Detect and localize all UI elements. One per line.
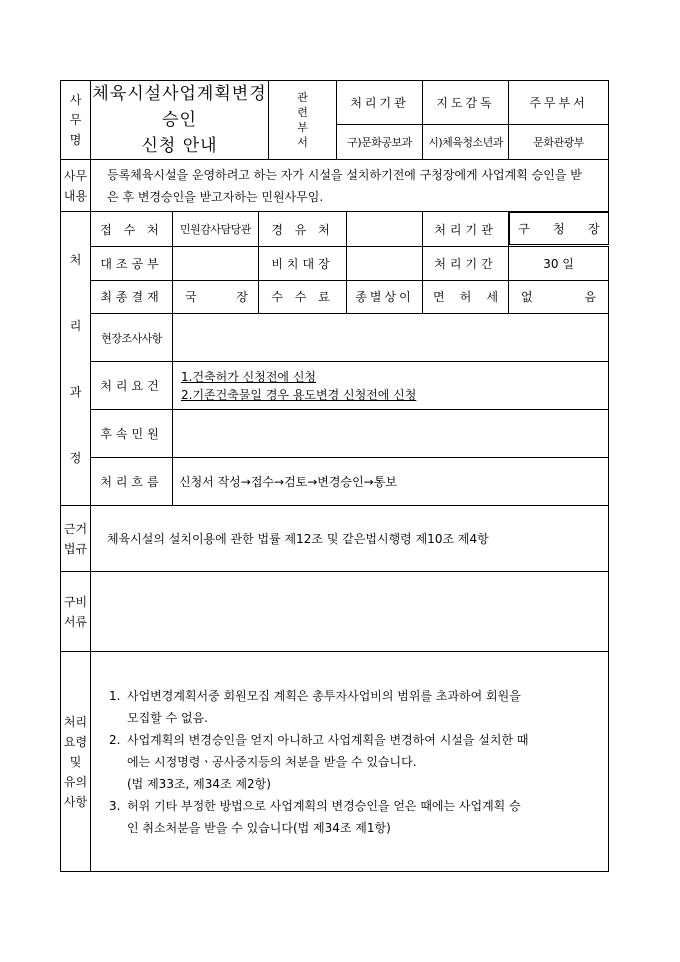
agency-value-a: 구 [518,222,530,236]
law-text: 체육시설의 설치이용에 관한 법률 제12조 및 같은법시행령 제10조 제4항 [91,506,609,572]
process-side-label [61,212,91,506]
requirement-value [173,362,609,410]
ledger-value [173,247,259,280]
flow-value: 신청서 작성→접수→검토→변경승인→통보 [173,458,609,506]
keep-label: 비치대장 [259,247,347,280]
processing-agency-header: 처리기관 [337,81,423,125]
license-tax-value [509,280,609,313]
content-text: 등록체육시설을 운영하려고 하는 자가 시설을 설치하기전에 구청장에게 사업계획 승인을 받은 후 변경승인을 받고자하는 민원사무임. [91,160,609,212]
office-name-label-text: 사 무 명 [69,93,82,147]
note-3-line-2: 인 취소처분을 받을 수 있습니다(법 제34조 제1항) [127,820,391,835]
flow-label: 처리흐름 [91,458,173,506]
via-value [347,212,423,247]
note-item-3 [109,795,588,839]
documents-label-text: 구비 서류 [63,594,88,629]
process-side-char-4: 정 [69,451,82,466]
notes-label-text: 처리 요령 및 유의 사항 [63,714,88,809]
office-name-label [61,81,91,160]
documents-value [91,572,609,652]
page-title [91,81,269,160]
note-number-2: 2. [109,732,121,747]
dept-label-text: 관 련 부 서 [297,91,308,149]
license-value-a: 없 [521,290,533,305]
final-approval-label: 최종결재 [91,280,173,313]
law-label [61,506,91,572]
follow-up-label: 후속민원 [91,410,173,458]
site-survey-value [173,314,609,362]
via-label: 경 유 처 [259,212,347,247]
requirement-label: 처리요건 [91,362,173,410]
documents-label [61,572,91,652]
agency-value [509,212,609,245]
note-item-1 [109,685,588,729]
license-label-b: 허 [459,290,472,305]
title-line-1: 체육시설사업계획변경승인 [92,84,267,130]
note-2-line-1: 사업계획의 변경승인을 얻지 아니하고 사업계획을 변경하여 시설을 설치한 때 [127,732,529,747]
notes-label [61,652,91,872]
license-label-c: 세 [486,290,499,305]
receiver-label: 접 수 처 [91,212,173,247]
requirement-item-2: 2.기존건축물일 경우 용도변경 신청전에 신청 [181,387,417,402]
final-approval-value-a: 국 [185,290,197,305]
period-label: 처리기간 [423,247,509,280]
final-approval-value [173,280,259,313]
requirement-item-1: 1.건축허가 신청전에 신청 [181,369,316,384]
supervision-header: 지도감독 [423,81,509,125]
ledger-label: 대조공부 [91,247,173,280]
main-dept-header: 주무부서 [509,81,609,125]
notes-body [91,652,609,872]
dept-label [269,81,337,160]
keep-value [347,247,423,280]
agency-value-c: 장 [587,222,600,236]
process-side-char-2: 리 [69,318,82,333]
license-value-b: 음 [584,290,597,305]
agency-value-b: 청 [552,222,565,236]
content-label-text: 사무 내용 [63,168,88,203]
note-1-line-2: 모집할 수 없음. [127,710,208,725]
final-approval-value-b: 장 [236,290,248,305]
agency-label: 처리기관 [423,212,509,247]
title-line-2: 신청 안내 [141,136,218,156]
note-3-line-1: 허위 기타 부정한 방법으로 사업계획의 변경승인을 얻은 때에는 사업계획 승 [127,798,521,813]
receiver-value: 민원감사담당관 [173,212,259,247]
fee-value: 종별상이 [347,280,423,313]
law-label-text: 근거 법규 [63,521,88,556]
note-1-line-1: 사업변경계획서중 회원모집 계획은 총투자사업비의 범위를 초과하여 회원을 [127,688,521,703]
main-dept-value: 문화관광부 [509,124,609,159]
license-label-a: 면 [433,290,445,305]
fee-label: 수 수 료 [259,280,347,313]
process-side-char-1: 처 [69,252,82,267]
follow-up-value [173,410,609,458]
site-survey-label: 현장조사사항 [91,314,173,362]
note-2-line-3: (법 제33조, 제34조 제2항) [127,776,271,791]
license-tax-label [423,280,509,313]
supervision-value: 시)체육청소년과 [423,124,509,159]
note-number-1: 1. [109,688,121,703]
processing-agency-value: 구)문화공보과 [337,124,423,159]
guide-form-table [60,80,609,872]
note-2-line-2: 에는 시정명령ㆍ공사중지등의 처분을 받을 수 있습니다. [127,754,417,769]
period-value: 30 일 [509,247,609,280]
note-item-2 [109,729,588,795]
note-number-3: 3. [109,798,121,813]
content-label [61,160,91,212]
process-side-char-3: 과 [69,385,82,400]
